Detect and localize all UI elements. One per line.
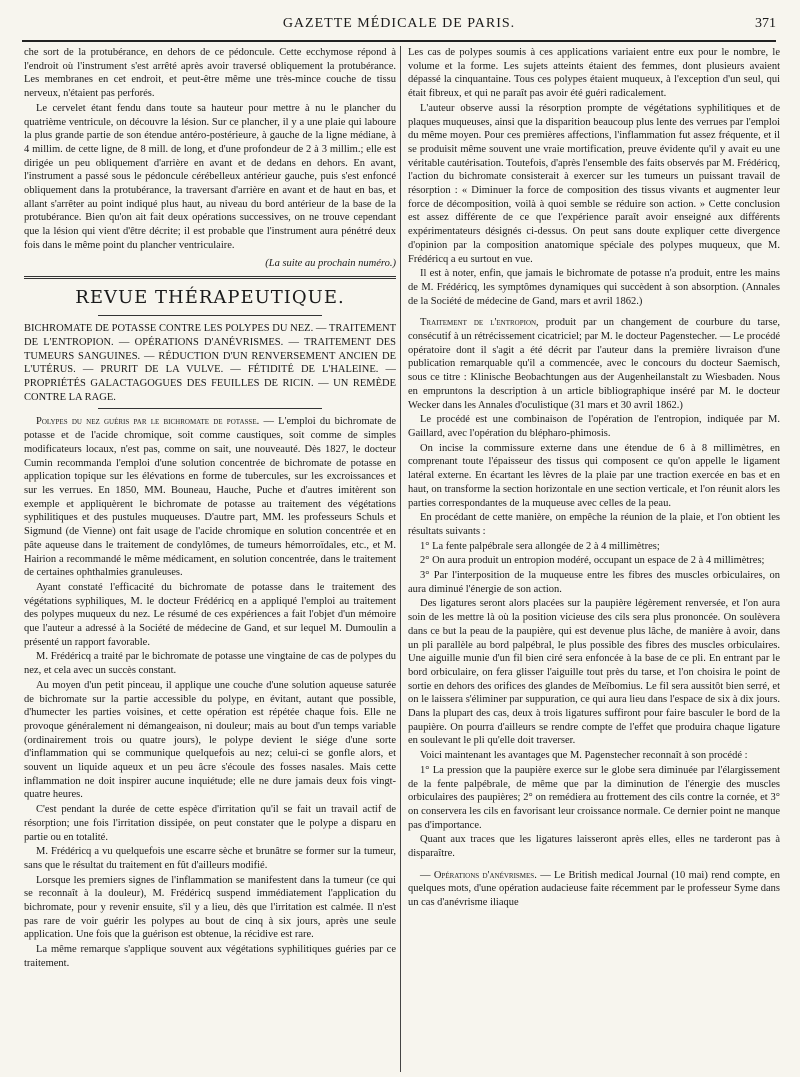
section-title: REVUE THÉRAPEUTIQUE. <box>75 287 345 309</box>
paragraph-text: — L'emploi du bichromate de potasse et de l'acide chromique, soit comme caustiques, soit comme de simples modificateurs locaux, n'est pas, comme on sait, une nouveauté. Dès 1827, le docteur Cumin recommanda l'emploi d'une solution concentrée de bichromate de potasse en application topique sur les élévations en forme de tubercules, sur les excroissances et sur les verrues. En 1850, MM. Bouneau, Hauche, Puche et d'autres imitèrent son exemple et appliquèrent le bichromate de potasse au traitement des végétations syphilitiques et des pustules muqueuses. D'autre part, MM. les professeurs Schuls et Sigmund (de Vienne) ont fait usage de l'acide chromique en solution concentrée et en pâte aqueuse dans le traitement de condylômes, de tumeurs hémorroïdales, etc., et M. Hairion a recommandé le même médicament, en solution concentrée, dans le traitement de certaines ophthalmies granuleuses. <box>24 416 396 579</box>
paragraph: 1° La pression que la paupière exerce sur le globe sera diminuée par l'élargissement de la fente palpébrale, de même que par la diminution de l'énergie des muscles orbiculaires des paupières; 2° on remédiera au frottement des cils contre la cornée, et 3° on conservera les cils en favorisant leur croissance normale. Ce dernier point ne manque pas d'importance. <box>408 764 780 831</box>
paragraph: C'est pendant la durée de cette espèce d'irritation qu'il se fait un travail actif de résorption; une fois l'irritation dissipée, on peut constater que le polype a disparu en partie ou en totalité. <box>24 804 396 843</box>
paragraph: Il est à noter, enfin, que jamais le bichromate de potasse n'a produit, entre les mains de M. Frédéricq, les symptômes dynamiques qui succèdent à son absorption. (Annales de la Société de médecine de Gand, mars et avril 1862.) <box>408 268 780 307</box>
paragraph: M. Frédéricq a traité par le bichromate de potasse une vingtaine de cas de polypes du nez, et cela avec un succès constant. <box>24 651 396 677</box>
paragraph <box>408 869 780 910</box>
paragraph: L'auteur observe aussi la résorption prompte de végétations syphilitiques et de plaques muqueuses, ainsi que la disparition beaucoup plus lente des verrues par l'emploi du même moyen. Pour ces premières affections, l'inflammation fut assez fréquente, et il se produisit même souvent une vraie mortification, preuve évidente qu'il y avait eu une véritable cautérisation. Toutefois, d'après l'ensemble des faits observés par M. Frédéricq, l'action du bichromate consisterait à exercer sur les tumeurs un puissant travail de résorption : « Diminuer la force de composition des tissus vivants et augmenter leur force de décomposition, voilà à quoi semble se réduire son action. » Cette conclusion est assez différente de ce que l'expérience paraît avoir enseigné aux différents expérimentateurs désignés ci-dessus. On peut sans doute expliquer cette divergence d'opinion par la composition anatomique spéciale des polypes muqueux, que M. Frédéricq a eu surtout en vue. <box>408 102 780 265</box>
paragraph <box>408 316 780 412</box>
left-column <box>24 46 396 1072</box>
paragraph <box>24 415 396 579</box>
paragraph: La même remarque s'applique souvent aux végétations syphilitiques guéries par ce traitement. <box>24 944 396 969</box>
paragraph: M. Frédéricq a vu quelquefois une escarre sèche et brunâtre se former sur la tumeur, sans que le résultat du traitement en fût d'ailleurs modifié. <box>24 846 396 871</box>
paragraph: Au moyen d'un petit pinceau, il applique une couche d'une solution aqueuse saturée de bichromate sur la partie accessible du polype, en évitant, autant que possible, d'humecter les parties voisines, et cette opération est répétée chaque fois. Elle ne provoque généralement ni démangeaison, ni douleur; mais au bout d'un temps variable (ordinairement trois ou quatre jours), le polype devient le siége d'une sorte d'inflammation qui se communique quelquefois au nez; celui-ci se gonfle alors, et souvent un liquide aqueux et un peu âcre s'écoule des fosses nasales. Mais cette inflammation ne doit inspirer aucune inquiétude; elle ne dure jamais deux fois vingt-quatre heures. <box>24 679 396 801</box>
paragraph: Quant aux traces que les ligatures laisseront après elles, elles ne tarderont pas à disparaître. <box>408 834 780 860</box>
paragraph-heading: Polypes du nez guéris par le bichromate de potasse. <box>36 416 260 428</box>
continuation-note: (La suite au prochain numéro.) <box>265 257 396 269</box>
paragraph: En procédant de cette manière, on empêche la réunion de la plaie, et l'on obtient les résultats suivants : <box>408 512 780 537</box>
journal-title: GAZETTE MÉDICALE DE PARIS. <box>282 16 516 31</box>
paragraph: Des ligatures seront alors placées sur la paupière légèrement renversée, et l'on aura soin de les mettre là où la position vicieuse des cils sera plus prononcée. On soulèvera dans ce but la peau de la paupière, qui est devenue plus lâche, de manière à avoir, dans un pli parallèle au bord palpébral, le plus possible des fibres des muscles orbiculaires. Une aiguille munie d'un fil bien ciré sera enfoncée à la base de ce pli. En entrant par le bord orbiculaire, on fera glisser l'aiguille tout près du tarse, et l'on choisira le point de sortie en dehors des orifices des glandes de Meïbomius. Le fil sera aussitôt bien serré, et on le laissera s'éliminer par suppuration, ce qui aura lieu dans l'espace de six à dix jours. Dans la plupart des cas, deux à trois ligatures suffiront pour faire basculer le bord de la paupière. On pourra d'ailleurs se rendre compte de l'effet que produira chaque ligature en soulevant le pli qu'elle doit traverser. <box>408 598 780 747</box>
right-column <box>408 46 780 1072</box>
paragraph: che sort de la protubérance, en dehors de ce pédoncule. Cette ecchymose répond à l'endroit où l'instrument s'est arrêté après avoir traversé obliquement la protubérance. Les membranes en cet endroit, et peut-être même une très-mince couche de tissu nerveux, n'étaient pas perforés. <box>24 47 396 100</box>
page-header <box>22 14 776 42</box>
paragraph: On incise la commissure externe dans une étendue de 6 à 8 millimètres, en comprenant toute l'épaisseur des tissus qui composent ce qu'on appelle le ligament latéral externe. En écartant les lèvres de la plaie par une traction exercée en bas et en haut, on transforme la section horizontale en une section verticale, et l'on réunit alors les parties correspondantes de la muqueuse avec celles de la peau. <box>408 442 780 509</box>
paragraph: Le cervelet étant fendu dans toute sa hauteur pour mettre à nu le plancher du quatrième ventricule, on découvre la lésion. Sur ce plancher, il y a une plaie qui laboure la plus grande partie de son étendue antéro-postérieure, à gauche de la ligne médiane, à 4 millim. de cette ligne, de 8 mill. de long, et d'une profondeur de 2 à 3 millim.; elle est dirigée un peu obliquement d'arrière en avant et de dedans en dehors. En avant, l'instrument a passé sous le pédoncule cérébelleux antérieur gauche, puis s'est enfoncé obliquement dans la protubérance, la traversant d'arrière en avant et de haut en bas, et allant s'arrêter au point indiqué plus haut, au niveau du bord antérieur de la base de la protubérance. Bien qu'on ait fait deux opérations successives, on ne trouve cependant que la lésion qui vient d'être décrite; il est probable que l'instrument aura pénétré deux fois dans le même point du plancher ventriculaire. <box>24 102 396 251</box>
title-rule <box>98 315 321 316</box>
column-rule <box>400 46 401 1072</box>
list-item: 3° Par l'interposition de la muqueuse entre les fibres des muscles orbiculaires, on aura diminué l'énergie de son action. <box>408 570 780 595</box>
paragraph-text: — Le British medical Journal (10 mai) rend compte, en quelques mots, d'une opération audacieuse faite récemment par le professeur Syme dans un cas d'anévrisme iliaque <box>408 869 780 909</box>
page-number: 371 <box>755 16 776 31</box>
paragraph: Les cas de polypes soumis à ces applications variaient entre eux pour le nombre, le volume et la forme. Les sujets atteints étaient des femmes, dont plusieurs avaient dépassé la cinquantaine. Tous ces polypes étaient muqueux, à l'exception d'un seul, qui était fibreux, et qui ne paraît pas avoir été guéri radicalement. <box>408 47 780 100</box>
paragraph: Lorsque les premiers signes de l'inflammation se manifestent dans la tumeur (ce qui se reconnaît à la douleur), M. Frédéricq suspend immédiatement l'application du bichromate, pour y revenir ensuite, s'il y a lieu, dès que l'irritation est calmée. Il n'est pas rare de voir guérir les polypes au bout de cinq à six jours, après une seule application. Une fois que la guérison est obtenue, la récidive est rare. <box>24 874 396 941</box>
summary-rule <box>98 408 321 409</box>
paragraph-heading: — Opérations d'anévrismes. <box>420 869 537 881</box>
section-divider <box>24 276 396 279</box>
paragraph: Le procédé est une combinaison de l'opération de l'entropion, indiquée par M. Gaillard, avec l'opération du blépharo-phimosis. <box>408 414 780 439</box>
paragraph-text: produit par un changement de courbure du tarse, consécutif à un rétrécissement cicatriciel; par M. le docteur Pagenstecher. — Le procédé opératoire dont il s'agit a été décrit par l'auteur dans la première livraison d'une publication remarquable qu'il a commencée, avec le concours du docteur Saemisch, sous ce titre : Klinische Beobachtungen aus der Augenheilanstalt zu Wiesbaden. Nous en empruntons la description à un article bibliographique inséré par M. le docteur Wecker dans les Annales d'oculistique (31 mars et 30 avril 1862.) <box>408 317 780 411</box>
list-item: 2° On aura produit un entropion modéré, occupant un espace de 2 à 4 millimètres; <box>420 555 765 567</box>
list-item: 1° La fente palpébrale sera allongée de 2 à 4 millimètres; <box>420 540 660 552</box>
section-summary: BICHROMATE DE POTASSE CONTRE LES POLYPES DU NEZ. — TRAITEMENT DE L'ENTROPION. — OPÉRATIONS D'ANÉVRISMES. — TRAITEMENT DES TUMEURS SANGUINES. — RÉDUCTION D'UN RENVERSEMENT ANCIEN DE L'UTÉRUS. — PRURIT DE LA VULVE. — FÉTIDITÉ DE L'HALEINE. — PROPRIÉTÉS GALACTAGOGUES DES FEUILLES DE RICIN. — UN REMÈDE CONTRE LA RAGE. <box>24 323 396 403</box>
paragraph-heading: Traitement de l'entropion, <box>420 317 539 329</box>
paragraph: Voici maintenant les avantages que M. Pagenstecher reconnaît à son procédé : <box>420 750 748 762</box>
paragraph: Ayant constaté l'efficacité du bichromate de potasse dans le traitement des végétations syphiliques, M. le docteur Frédéricq en a appliqué l'emploi au traitement des polypes muqueux du nez. Le résumé de ces expériences a fait l'objet d'un mémoire que l'auteur a adressé à la Société de médecine de Gand, et sur lequel M. Dumoulin a présenté un rapport favorable. <box>24 581 396 648</box>
